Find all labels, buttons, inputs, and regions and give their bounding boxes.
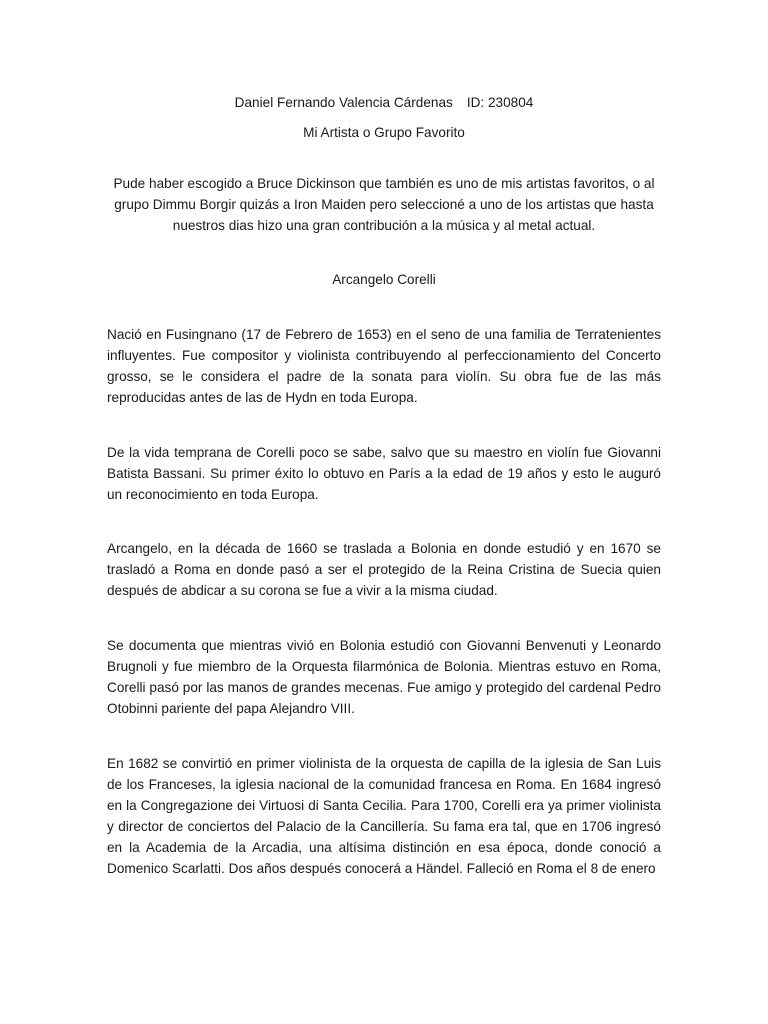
document-body	[107, 92, 661, 879]
author-line	[107, 92, 661, 113]
paragraph: En 1682 se convirtió en primer violinista de la orquesta de capilla de la iglesia de San Luis de los Franceses, la iglesia nacional de la comunidad francesa en Roma. En 1684 ingresó en la Congregazione dei Virtuosi di Santa Cecilia. Para 1700, Corelli era ya primer violinista y director de conciertos del Palacio de la Cancillería. Su fama era tal, que en 1706 ingresó en la Academia de la Arcadia, una altísima distinción en esa época, donde conoció a Domenico Scarlatti. Dos años después conocerá a Händel. Falleció en Roma el 8 de enero	[107, 756, 661, 876]
paragraph: Nació en Fusingnano (17 de Febrero de 1653) en el seno de una familia de Terratenientes influyentes. Fue compositor y violinista contribuyendo al perfeccionamiento del Concerto grosso, se le considera el padre de la sonata para violín. Su obra fue de las más reproducidas antes de las de Hydn en toda Europa.	[107, 327, 661, 405]
document-title: Mi Artista o Grupo Favorito	[303, 125, 465, 140]
intro-paragraph: Pude haber escogido a Bruce Dickinson que también es uno de mis artistas favoritos, o al grupo Dimmu Borgir quizás a Iron Maiden pero seleccioné a uno de los artistas que hasta nuestros dias hizo una gran contribución a la música y al metal actual.	[113, 176, 655, 233]
section-title: Arcangelo Corelli	[332, 272, 436, 287]
author-name: Daniel Fernando Valencia Cárdenas	[234, 95, 453, 110]
paragraph: De la vida temprana de Corelli poco se sabe, salvo que su maestro en violín fue Giovanni Batista Bassani. Su primer éxito lo obtuvo en París a la edad de 19 años y esto le auguró un reconocimiento en toda Europa.	[107, 445, 661, 502]
author-id: ID: 230804	[466, 95, 534, 110]
paragraph: Se documenta que mientras vivió en Bolonia estudió con Giovanni Benvenuti y Leonardo Brugnoli y fue miembro de la Orquesta filarmónica de Bolonia. Mientras estuvo en Roma, Corelli pasó por las manos de grandes mecenas. Fue amigo y protegido del cardenal Pedro Otobinni pariente del papa Alejandro VIII.	[107, 638, 661, 716]
paragraph: Arcangelo, en la década de 1660 se traslada a Bolonia en donde estudió y en 1670 se trasladó a Roma en donde pasó a ser el protegido de la Reina Cristina de Suecia quien después de abdicar a su corona se fue a vivir a la misma ciudad.	[107, 541, 661, 598]
